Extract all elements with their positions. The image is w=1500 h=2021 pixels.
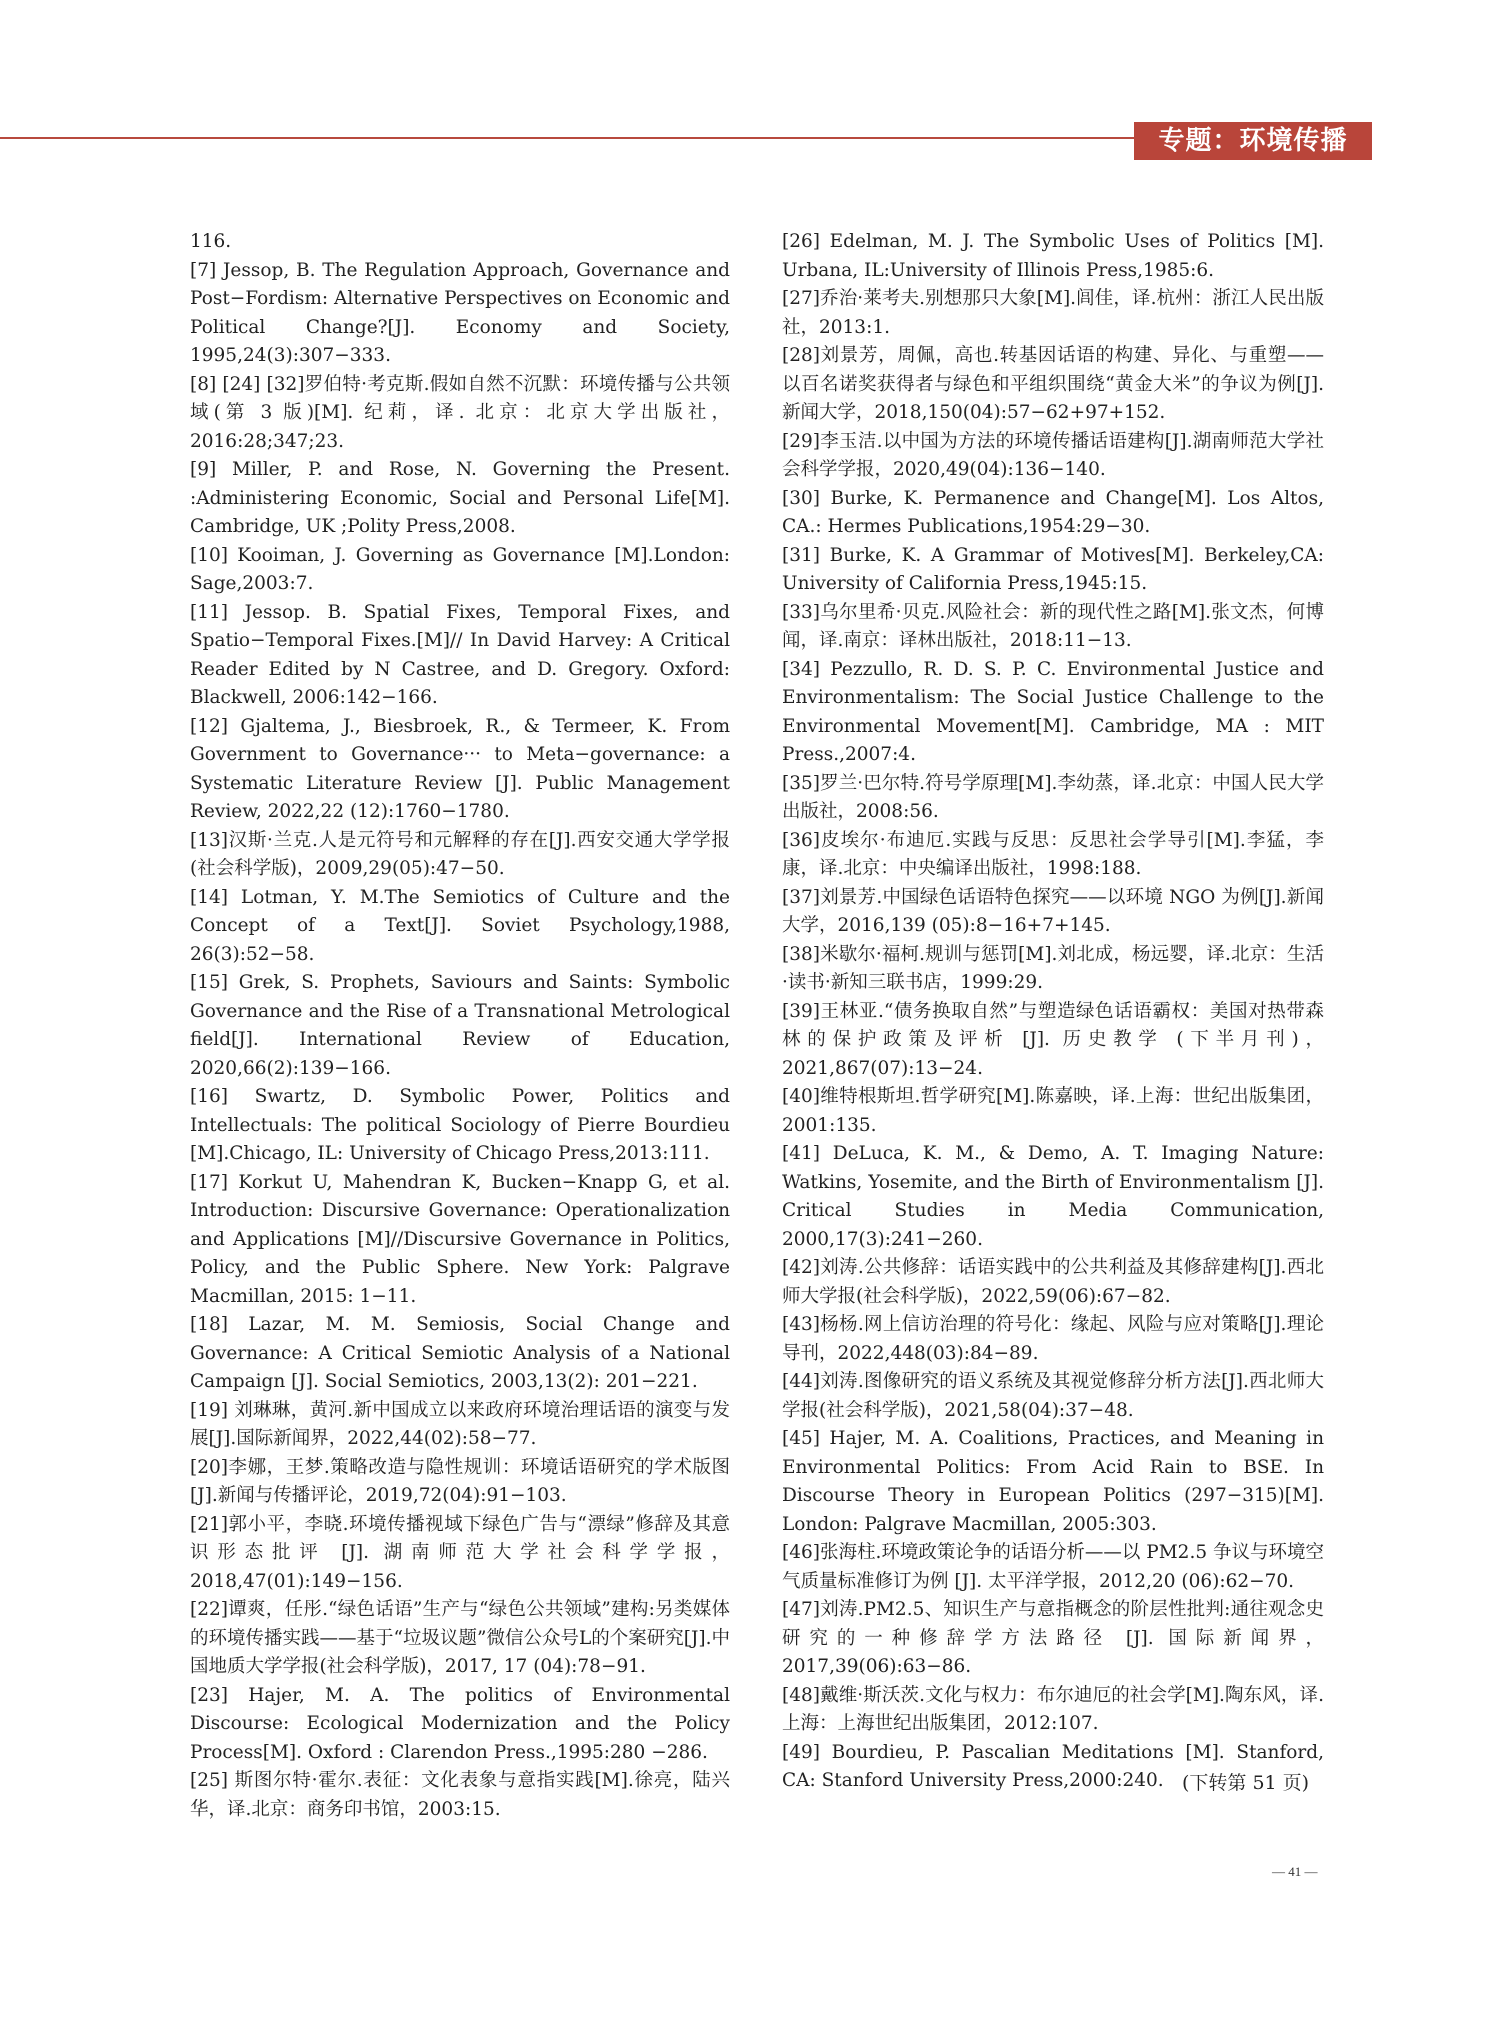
reference-item: [25] 斯图尔特·霍尔.表征：文化表象与意指实践[M].徐亮，陆兴华，译.北京：商务印书馆，2003:15. [190,1770,730,1820]
reference-item: [15] Grek, S. Prophets, Saviours and Saints: Symbolic Governance and the Rise of a Transnational Metrological field[J]. International Review of Education, 2020,66(2):139−166. [190,972,730,1079]
reference-item: [26] Edelman, M. J. The Symbolic Uses of Politics [M]. Urbana, IL:University of Illinois Press,1985:6. [782,231,1324,281]
reference-item: [40]维特根斯坦.哲学研究[M].陈嘉映，译.上海：世纪出版集团，2001:135. [782,1086,1324,1136]
header-rule [0,137,1134,139]
reference-item: [17] Korkut U, Mahendran K, Bucken−Knapp G, et al. Introduction: Discursive Governance: Operationalization and Applications [M]//Discursive Governance in Politics, Policy, and the Public Sphere. New York: Palgrave Macmillan, 2015: 1−11. [190,1171,730,1307]
reference-item: [30] Burke, K. Permanence and Change[M]. Los Altos, CA.: Hermes Publications,1954:29−30. [782,487,1324,537]
reference-item: [49] Bourdieu, P. Pascalian Meditations [M]. Stanford, CA: Stanford University Press,2000:240. [782,1741,1324,1791]
reference-item: [41] DeLuca, K. M., & Demo, A. T. Imaging Nature: Watkins, Yosemite, and the Birth of Environmentalism [J]. Critical Studies in Media Communication, 2000,17(3):241−260. [782,1143,1324,1250]
reference-item: [7] Jessop, B. The Regulation Approach, Governance and Post−Fordism: Alternative Perspectives on Economic and Political Change?[J]. Economy and Society, 1995,24(3):307−333. [190,259,730,366]
reference-item: [28]刘景芳，周佩，高也.转基因话语的构建、异化、与重塑——以百名诺奖获得者与绿色和平组织围绕“黄金大米”的争议为例[J].新闻大学，2018,150(04):57−62+97+152. [782,345,1324,423]
reference-item: [45] Hajer, M. A. Coalitions, Practices, and Meaning in Environmental Politics: From Acid Rain to BSE. In Discourse Theory in European Politics (297−315)[M]. London: Palgrave Macmillan, 2005:303. [782,1428,1324,1535]
reference-item: [9] Miller, P. and Rose, N. Governing the Present. :Administering Economic, Social and Personal Life[M]. Cambridge, UK ;Polity Press,2008. [190,459,730,537]
reference-item: [18] Lazar, M. M. Semiosis, Social Change and Governance: A Critical Semiotic Analysis of a National Campaign [J]. Social Semiotics, 2003,13(2): 201−221. [190,1314,730,1392]
reference-item: [16] Swartz, D. Symbolic Power, Politics and Intellectuals: The political Sociology of Pierre Bourdieu [M].Chicago, IL: University of Chicago Press,2013:111. [190,1086,730,1164]
reference-item: [29]李玉洁.以中国为方法的环境传播话语建构[J].湖南师范大学社会科学学报，2020,49(04):136−140. [782,430,1324,480]
reference-item: [14] Lotman, Y. M.The Semiotics of Culture and the Concept of a Text[J]. Soviet Psychology,1988, 26(3):52−58. [190,886,730,965]
reference-item: 116. [190,231,232,252]
references-right-column [782,228,1324,1796]
reference-item: [22]谭爽，任彤.“绿色话语”生产与“绿色公共领域”建构:另类媒体的环境传播实践——基于“垃圾议题”微信公众号L的个案研究[J].中国地质大学学报(社会科学版)，2017, 17 (04):78−91. [190,1599,730,1677]
reference-item: [43]杨杨.网上信访治理的符号化：缘起、风险与应对策略[J].理论导刊，2022,448(03):84−89. [782,1314,1324,1364]
reference-item: [13]汉斯·兰克.人是元符号和元解释的存在[J].西安交通大学学报(社会科学版)，2009,29(05):47−50. [190,829,730,879]
reference-item: [36]皮埃尔·布迪厄.实践与反思：反思社会学导引[M].李猛，李康，译.北京：中央编译出版社，1998:188. [782,829,1324,879]
reference-item: [23] Hajer, M. A. The politics of Environmental Discourse: Ecological Modernization and the Policy Process[M]. Oxford : Clarendon Press.,1995:280 −286. [190,1684,730,1763]
reference-item: [39]王林亚.“债务换取自然”与塑造绿色话语霸权：美国对热带森林的保护政策及评析 [J]. 历史教学 (下半月刊)，2021,867(07):13−24. [782,1000,1324,1079]
reference-item: [10] Kooiman, J. Governing as Governance [M].London: Sage,2003:7. [190,544,730,594]
reference-item: [48]戴维·斯沃茨.文化与权力：布尔迪厄的社会学[M].陶东风，译.上海：上海世纪出版集团，2012:107. [782,1684,1324,1734]
reference-item: [47]刘涛.PM2.5、知识生产与意指概念的阶层性批判:通往观念史研究的一种修辞学方法路径 [J]. 国际新闻界，2017,39(06):63−86. [782,1599,1324,1677]
reference-item: [19] 刘琳琳，黄河.新中国成立以来政府环境治理话语的演变与发展[J].国际新闻界，2022,44(02):58−77. [190,1399,730,1449]
references-left-column [190,228,730,1824]
continued-note: (下转第 51 页) [1182,1772,1310,1794]
reference-item: [20]李娜，王梦.策略改造与隐性规训：环境话语研究的学术版图[J].新闻与传播评论，2019,72(04):91−103. [190,1456,730,1506]
reference-item: [44]刘涛.图像研究的语义系统及其视觉修辞分析方法[J].西北师大学报(社会科学版)，2021,58(04):37−48. [782,1371,1324,1421]
reference-item: [34] Pezzullo, R. D. S. P. C. Environmental Justice and Environmentalism: The Social Justice Challenge to the Environmental Movement[M]. Cambridge, MA : MIT Press.,2007:4. [782,658,1324,765]
page-number: — 41 — [1272,1864,1318,1879]
reference-item: [35]罗兰·巴尔特.符号学原理[M].李幼蒸，译.北京：中国人民大学出版社，2008:56. [782,772,1324,822]
reference-item: [33]乌尔里希·贝克.风险社会：新的现代性之路[M].张文杰，何博闻，译.南京：译林出版社，2018:11−13. [782,601,1324,651]
reference-item: [42]刘涛.公共修辞：话语实践中的公共利益及其修辞建构[J].西北师大学报(社会科学版)，2022,59(06):67−82. [782,1257,1324,1307]
reference-item: [46]张海柱.环境政策论争的话语分析——以 PM2.5 争议与环境空气质量标准修订为例 [J]. 太平洋学报，2012,20 (06):62−70. [782,1542,1324,1592]
reference-item: [27]乔治·莱考夫.别想那只大象[M].闾佳，译.杭州：浙江人民出版社，2013:1. [782,288,1324,338]
reference-item: [38]米歇尔·福柯.规训与惩罚[M].刘北成，杨远婴，译.北京：生活·读书·新知三联书店，1999:29. [782,943,1324,993]
reference-item: [12] Gjaltema, J., Biesbroek, R., & Termeer, K. From Government to Governance··· to Meta−governance: a Systematic Literature Review [J]. Public Management Review, 2022,22 (12):1760−1780. [190,715,730,822]
reference-item: [37]刘景芳.中国绿色话语特色探究——以环境 NGO 为例[J].新闻大学，2016,139 (05):8−16+7+145. [782,886,1324,936]
section-tag: 专题：环境传播 [1134,122,1372,160]
reference-item: [11] Jessop. B. Spatial Fixes, Temporal Fixes, and Spatio−Temporal Fixes.[M]// In David Harvey: A Critical Reader Edited by N Castree, and D. Gregory. Oxford: Blackwell, 2006:142−166. [190,601,730,708]
reference-item: [31] Burke, K. A Grammar of Motives[M]. Berkeley,CA: University of California Press,1945:15. [782,544,1324,594]
reference-item: [8] [24] [32]罗伯特·考克斯.假如自然不沉默：环境传播与公共领域(第 3 版)[M]. 纪莉，译. 北京：北京大学出版社，2016:28;347;23. [190,373,730,452]
reference-item: [21]郭小平，李晓.环境传播视域下绿色广告与“漂绿”修辞及其意识形态批评 [J]. 湖南师范大学社会科学学报，2018,47(01):149−156. [190,1513,730,1592]
